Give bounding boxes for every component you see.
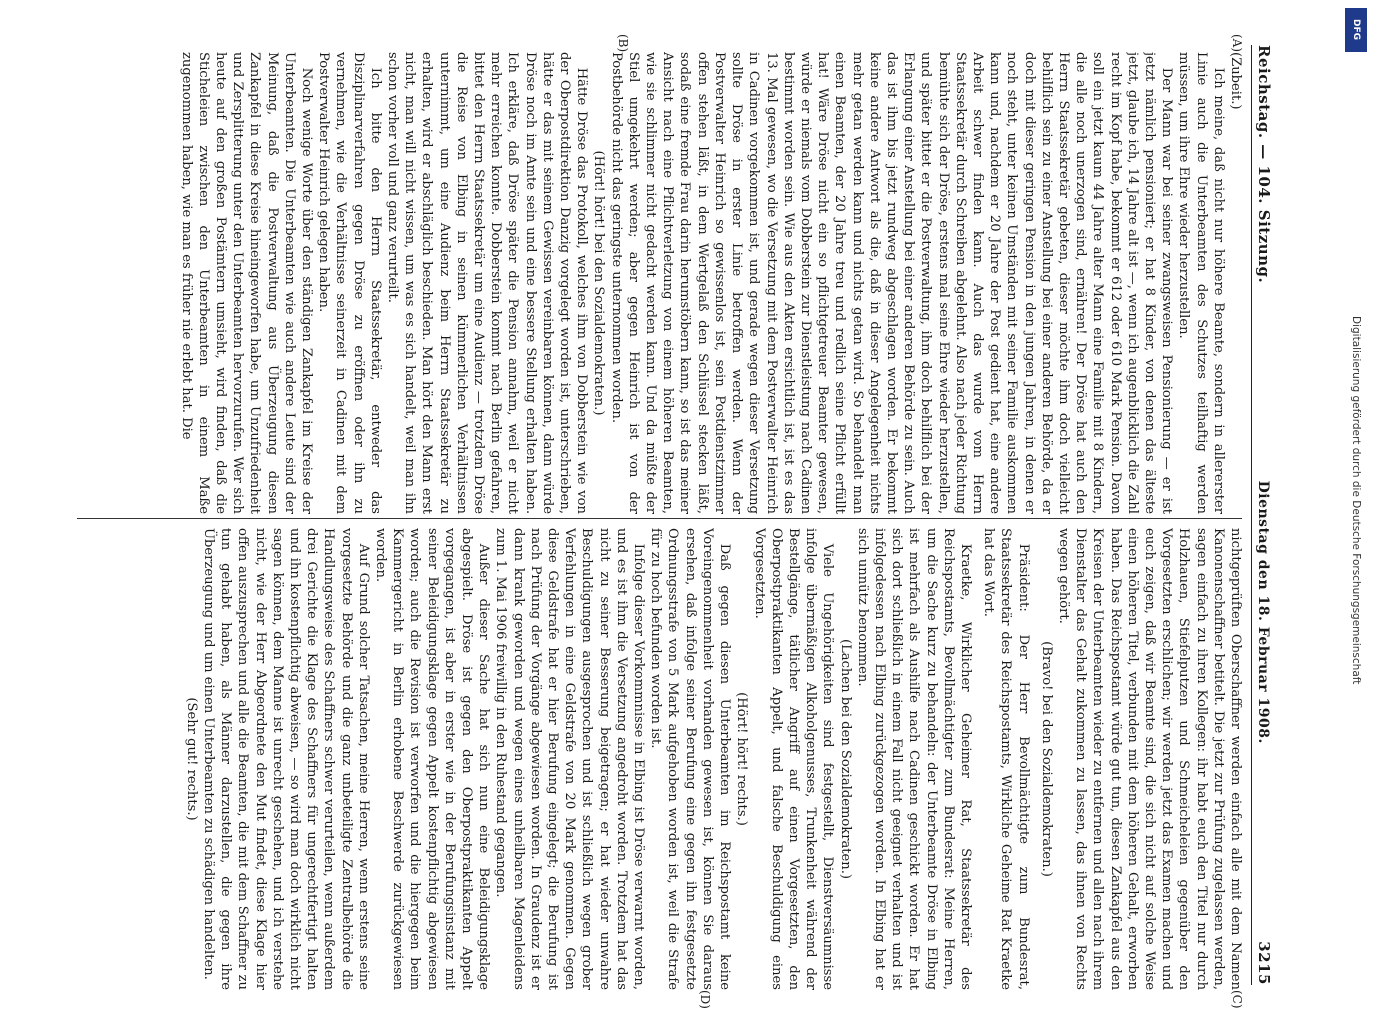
right-column	[54, 528, 1244, 990]
margin-marker-d: (D)	[698, 990, 712, 1009]
column-divider	[77, 518, 1242, 519]
left-column	[54, 52, 1244, 514]
interjection: (Lachen bei den Sozialdemokraten.)	[837, 638, 853, 879]
paragraph: Außer dieser Sache hat sich nun eine Beleidigungsklage abgespielt. Dröse ist gegen den Oberpostpraktikanten Appelt vorgegangen, ist aber in erster wie in der Berufungsinstanz mit seiner Beleidigungsklage gegen Appelt kostenpflichtig abgewiesen worden; auch die Revision ist verworfen und die hiergegen beim Kammergericht in Berlin erhobene Beschwerde zurückgewiesen worden.	[373, 528, 492, 990]
margin-marker-a: (A)	[1230, 34, 1244, 53]
paragraph: Hätte Dröse das Protokoll, welches ihm von Dobberstein wie von der Oberpostdirektion Danzig vorgelegt worden ist, unterschrieben, hätte er das mit seinem Gewissen vereinbaren können, dann würde Dröse noch im Amte sein und eine bessere Stellung erhalten haben. Ich erkläre, daß Dröse später die Pension annahm, weil er nicht mehr erreichen konnte. Dobberstein kommt nach Berlin gefahren, bittet den Herrn Staatssekretär um eine Audienz — trotzdem Dröse die Reise von Elbing in seinen kümmerlichen Verhältnissen unternimmt, um eine Audienz beim Herrn Staatssekretär zu erhalten, wird er abschläglich beschieden. Man hört den Mann erst nicht, man will nicht wissen, um was es sich handelt, weil man ihn schon vorher voll und ganz verurteilt.	[385, 52, 590, 514]
paragraph-kraetke: Kraetke, Wirklicher Geheimer Rat, Staatssekretär des Reichspostamts, Bevollmächtigter zum Bundesrat: Meine Herren, um die Sache kurz zu behandeln: der Unterbeamte Dröse in Elbing ist mehrfach als Aushilfe nach Cadinen geschickt worden. Er hat sich dort schließlich in einem Fall nicht geeignet verhalten und ist infolgedessen nach Elbing zurückgezogen worden. In Elbing hat er sich unnütz benommen.	[854, 528, 973, 990]
digitization-note: Digitalisierung gefördert durch die Deutsche Forschungsgemeinschaft	[1350, 315, 1362, 685]
paragraph-president: Präsident: Der Herr Bevollmächtigte zum Bundesrat, Staatssekretär des Reichspostamts, Wirkliche Geheime Rat Kraetke hat das Wort.	[981, 528, 1031, 990]
interjection: (Hört! hört! bei den Sozialdemokraten.)	[591, 150, 607, 416]
paragraph: Infolge dieser Vorkommnisse in Elbing ist Dröse verwarnt worden, und es ist ihm die Versetzung angedroht worden. Trotzdem hat das nicht zu seiner Besserung beigetragen; er hat wieder unwahre Beschuldigungen ausgesprochen und ist schließlich wegen grober Verfehlungen in eine Geldstrafe von 20 Mark genommen. Gegen diese Geldstrafe hat er hier Berufung eingelegt; die Berufung ist nach Prüfung der Vorgänge abgewiesen worden. In Graudenz ist er dann krank geworden und wegen eines unheilbaren Magenleidens zum 1. Mai 1906 freiwillig in den Ruhestand gegangen.	[493, 528, 647, 990]
header-date: Dienstag den 18. Februar 1908.	[1255, 480, 1271, 744]
interjection: (Hört! hört! rechts.)	[734, 692, 750, 826]
paragraph: nichtgeprüften Oberschaffner werden einfach alle mit dem Namen Kanonenschaffner betitelt. Die jetzt zur Prüfung zugelassen werden, sagen einfach zu ihren Kollegen: ihr habt euch den Titel nur durch Holzhauen, Stiefelputzen und Schmeicheleien gegenüber den Vorgesetzten erschlichen; wir werden jetzt das Examen machen und euch zeigen, daß wir Beamte sind, die sich nicht auf solche Weise einen höheren Titel, verbunden mit dem höheren Gehalt, erworben haben. Das Reichspostamt würde gut tun, diesen Zankapfel aus den Kreisen der Unterbeamten wieder zu entfernen und allen nach ihrem Dienstalter das Gehalt zukommen zu lassen, das ihnen von Rechts wegen gehört.	[1055, 528, 1243, 990]
page-header	[1251, 45, 1280, 985]
interjection: (Bravo! bei den Sozialdemokraten.)	[1038, 641, 1054, 877]
header-left: Reichstag. — 104. Sitzung.	[1255, 45, 1273, 284]
paragraph: Auf Grund solcher Tatsachen, meine Herren, wenn erstens seine vorgesetzte Behörde und die ganz unbeteiligte Zentralbehörde die Handlungsweise des Schaffners schwer verurteilen, wenn außerdem drei Gerichte die Klage des Schaffners für ungerechtfertigt halten und ihn kostenpflichtig abweisen, — so wird man doch wirklich nicht sagen können, dem Manne ist unrecht geschehen, und ich verstehe nicht, wie der Herr Abgeordnete den Mut findet, diese Klage hier offen auszusprechen und alle die Beamten, die mit dem Schaffner zu tun gehabt haben, als Männer darzustellen, die gegen ihre Überzeugung und um einen Unterbeamten zu schädigen handelten.	[201, 528, 371, 990]
margin-marker-b: (B)	[616, 34, 630, 53]
paragraph: Daß gegen diesen Unterbeamten im Reichspostamt keine Voreingenommenheit vorhanden gewesen ist, können Sie daraus ersehen, daß infolge seiner Berufung eine gegen ihn festgesetzte Ordnungsstrafe von 5 Mark aufgehoben worden ist, weil die Strafe für zu hoch befunden worden ist.	[648, 528, 733, 990]
paragraph: Der Mann war bei seiner zwangsweisen Pensionierung — er ist jetzt nämlich pensioniert; er hat 8 Kinder, von denen das älteste jetzt, glaube ich, 14 Jahre alt ist —, wenn ich augenblicklich die Zahl recht im Kopf habe, bekommt er 612 oder 610 Mark Pension. Davon soll ein jetzt kaum 44 Jahre alter Mann eine Familie mit 8 Kindern, die alle noch unerzogen sind, ernähren! Der Dröse hat auch den Herrn Staatssekretär gebeten, dieser möchte ihm doch vielleicht behilflich sein zu einer Anstellung bei einer anderen Behörde, da er doch mit dieser geringen Pension in den jungen Jahren, in denen er noch steht, unter keinen Umständen mit seiner Familie auskommen kann und, nachdem er 20 Jahre der Post gedient hat, eine andere Arbeit schwer finden kann. Auch das wurde vom Herrn Staatssekretär durch Schreiben abgelehnt. Also nach jeder Richtung bemühte sich der Dröse, erstens mal seine Ehre wieder herzustellen, und später bittet er die Postverwaltung, ihm doch behilflich bei der Erlangung einer Anstellung bei einer anderen Behörde zu sein. Auch das ist ihm bis jetzt rundweg abgeschlagen worden. Er bekommt keine andere Antwort als die, daß in dieser Angelegenheit nichts mehr getan werden kann und nichts getan wird. So behandelt man einen Beamten, der 20 Jahre treu und redlich seine Pflicht erfüllt hat! Wäre Dröse nicht ein so pflichtgetreuer Beamter gewesen, würde er niemals vom Dobberstein zur Dienstleistung nach Cadinen bestimmt worden sein. Wie aus den Akten ersichtlich ist, ist es das 13. Mal gewesen, wo die Versetzung mit dem Postverwalter Heinrich in Cadinen vorgekommen ist, und gerade wegen dieser Versetzung sollte Dröse in erster Linie betroffen werden. Wenn der Postverwalter Heinrich so gewissenlos ist, sein Postdienstzimmer offen stehen läßt, in dem Wertgelaß den Schlüssel stecken läßt, sodaß eine fremde Frau darin herumstöbern kann, so ist das meiner Ansicht nach eine Pflichtverletzung von einem höheren Beamten, wie sie schlimmer nicht gedacht werden kann. Und da müßte der Stiel umgekehrt werden; aber gegen Heinrich ist von der Postbehörde nicht das geringste unternommen worden.	[608, 52, 1175, 514]
document-page	[20, 0, 1320, 1009]
paragraph: Ich meine, daß nicht nur höhere Beamte, sondern in allererster Linie auch die Unterbeamten des Schutzes teilhaftig werden müssen, um ihre Ehre wieder herzustellen.	[1176, 52, 1226, 514]
page-number: 3215	[1255, 941, 1273, 985]
interjection: (Sehr gut! rechts.)	[183, 697, 199, 821]
paragraph: Viele Ungehörigkeiten sind festgestellt, Dienstversäumnisse infolge übermäßigen Alkoholgenusses, Trunkenheit während der Bestellgänge, tätlicher Angriff auf einen Vorgesetzten, den Oberpostpraktikanten Appelt, und falsche Beschuldigung eines Vorgesetzten.	[751, 528, 836, 990]
paragraph: Ich bitte den Herrn Staatssekretär, entweder das Disziplinarverfahren gegen Dröse zu eröffnen oder ihn zu vernehmen, wie die Verhältnisse seinerzeit in Cadinen mit dem Postverwalter Heinrich gelegen haben.	[316, 52, 383, 514]
dfg-logo: DFG	[1345, 8, 1367, 52]
margin-marker-c: (C)	[1230, 990, 1244, 1009]
paragraph-speaker-cont: (Zubeit.)	[1228, 52, 1243, 110]
paragraph: Noch wenige Worte über den ständigen Zankapfel im Kreise der Unterbeamten. Die Unterbeamten wie auch andere Leute sind der Meinung, daß die Postverwaltung aus Überzeugung diesen Zankapfel in diese Kreise hineingeworfen habe, um Unzufriedenheit und Zersplitterung unter den Unterbeamten hervorzurufen. Wer sich heute auf den großen Postämtern umsieht, wird finden, daß die Sticheleien zwischen den Unterbeamten in einem Maße zugenommen haben, wie man es früher nie erlebt hat. Die	[178, 52, 315, 514]
